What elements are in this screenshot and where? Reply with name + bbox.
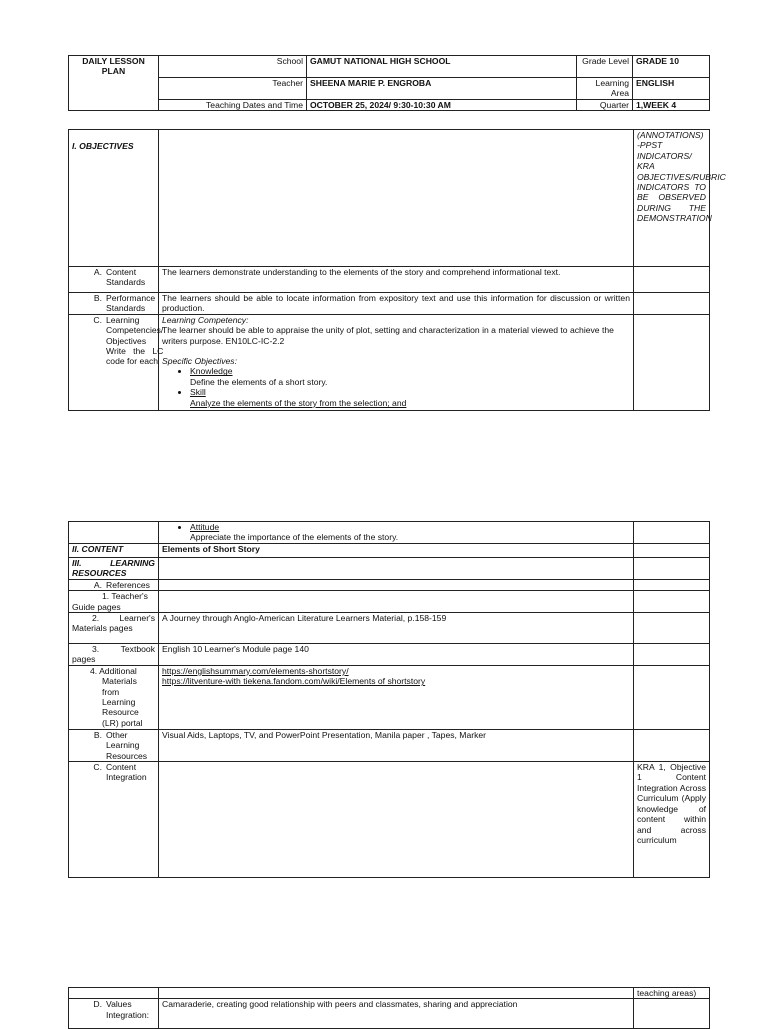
content-value: Elements of Short Story — [159, 543, 634, 557]
content-integration-annotation: KRA 1, Objective 1 Content Integration Across Curriculum (Apply knowledge of content within and across curriculum — [634, 762, 710, 878]
learners-materials-label: 2. Learner's Materials pages — [69, 613, 159, 644]
additional-materials-link-1[interactable]: https://englishsummary.com/elements-shortstory/ — [162, 665, 349, 676]
additional-materials-label: 4. Additional Materials from Learning Resource (LR) portal — [69, 665, 159, 729]
dates-label: Teaching Dates and Time — [159, 100, 307, 111]
performance-standards-text: The learners should be able to locate information from expository text and use this information for discussion or written production. — [159, 293, 634, 315]
other-resources-value: Visual Aids, Laptops, TV, and PowerPoint Presentation, Manila paper , Tapes, Marker — [159, 729, 634, 761]
values-table: teaching areas) D. Values Integration: Camaraderie, creating good relationship with peers and classmates, sharing and appreciation — [68, 987, 710, 1029]
specific-objectives-list — [162, 366, 630, 376]
area-value: ENGLISH — [633, 78, 710, 100]
values-integration-value: Camaraderie, creating good relationship with peers and classmates, sharing and appreciation — [159, 999, 634, 1029]
dates-value: OCTOBER 25, 2024/ 9:30-10:30 AM — [307, 100, 577, 111]
teacher-value: SHEENA MARIE P. ENGROBA — [307, 78, 577, 100]
values-integration-label: Values Integration: — [106, 999, 149, 1020]
skill-label: • Skill — [190, 387, 630, 397]
grade-label: Grade Level — [577, 56, 633, 78]
content-integration-label: Content Integration — [106, 762, 147, 783]
learning-resources-heading: III. LEARNING RESOURCES — [69, 557, 159, 579]
objectives-heading: I. OBJECTIVES — [69, 130, 159, 267]
objectives-table: I. OBJECTIVES (ANNOTATIONS) -PPST INDICATORS/ KRA OBJECTIVES/RUBRIC INDICATORS TO BE OBSERVED DURING THE DEMONSTRATION A. Content Standards The learners demonstrate understanding to the elements of the story and comprehend informational text. B. Performance Standards The learners should be able to locate information from expository text and use this information for discussion or written production. C. Learning Competencies/ Objectives Write the LC code for each Learning Competency: The learner should be able to appraise the unity of plot, setting and characterization in a material viewed to achieve the writers purpose. EN10LC-IC-2.2 Specific Objectives: • Knowledge Define the elements of a short story. • Skill Analyze the elements of the story from the selection; and — [68, 129, 710, 411]
attitude-label: • Attitude — [190, 522, 630, 532]
content-standards-text: The learners demonstrate understanding to the elements of the story and comprehend informational text. — [159, 267, 634, 293]
area-label: Learning Area — [577, 78, 633, 100]
annotation-header: (ANNOTATIONS) -PPST INDICATORS/ KRA OBJECTIVES/RUBRIC INDICATORS TO BE OBSERVED DURING THE DEMONSTRATION — [634, 130, 710, 267]
textbook-label: 3. Textbook pages — [69, 644, 159, 666]
learners-materials-value: A Journey through Anglo-American Literature Learners Material, p.158-159 — [159, 613, 634, 644]
school-label: School — [159, 56, 307, 78]
quarter-label: Quarter — [577, 100, 633, 111]
skill-text: Analyze the elements of the story from the selection; and — [190, 397, 407, 408]
content-standards-label: Content Standards — [106, 267, 146, 288]
learning-competencies-label: Learning Competencies/ Objectives Write the LC code for each — [106, 314, 164, 367]
resources-table: • Attitude Appreciate the importance of the elements of the story. II. CONTENT Elements of Short Story III. LEARNING RESOURCES A. References 1. Teacher's Guide pages 2. Learner's Materials pages A Journey through Anglo-American Literature Learners Material, p.158-159 3. Textbook pages English 10 Learner's Module page 140 4. Additional Materials from Learning Resource (LR) portal https://englishsummary.com/elements-shortstory/ https://litventure-with tiekena.fandom.com/wiki/Elements of shortstory B. Other Learning Resources Visual Aids, Laptops, TV, and PowerPoint Presentation, Manila paper , Tapes, Marker C. Content Integration KRA 1, Objective 1 Content Integration Across Curriculum (Apply knowledge of content within and across curriculum — [68, 521, 710, 878]
specific-objectives-heading: Specific Objectives: — [162, 356, 237, 367]
school-value: GAMUT NATIONAL HIGH SCHOOL — [307, 56, 577, 78]
quarter-value: 1,WEEK 4 — [633, 100, 710, 111]
knowledge-label: • Knowledge — [190, 366, 630, 376]
lesson-plan-title: DAILY LESSON PLAN — [69, 56, 159, 111]
content-integration-annotation-cont: teaching areas) — [634, 988, 710, 999]
learning-competencies-cell — [159, 314, 634, 410]
knowledge-text: Define the elements of a short story. — [190, 376, 328, 387]
header-table — [68, 55, 710, 111]
other-resources-label: Other Learning Resources — [106, 729, 148, 761]
teacher-label: Teacher — [159, 78, 307, 100]
grade-value: GRADE 10 — [633, 56, 710, 78]
lc-heading: Learning Competency: — [162, 314, 249, 325]
references-label: References — [106, 579, 150, 590]
performance-standards-label: Performance Standards — [106, 293, 156, 314]
additional-materials-link-2[interactable]: https://litventure-with tiekena.fandom.com/wiki/Elements of shortstory — [162, 676, 426, 687]
lc-text: The learner should be able to appraise the unity of plot, setting and characterization in a material viewed to achieve the writers purpose. EN10LC-IC-2.2 — [162, 325, 614, 346]
teachers-guide-label: 1. Teacher's Guide pages — [69, 591, 159, 613]
textbook-value: English 10 Learner's Module page 140 — [159, 644, 634, 666]
attitude-text: Appreciate the importance of the elements of the story. — [190, 532, 399, 543]
content-heading: II. CONTENT — [69, 543, 159, 557]
